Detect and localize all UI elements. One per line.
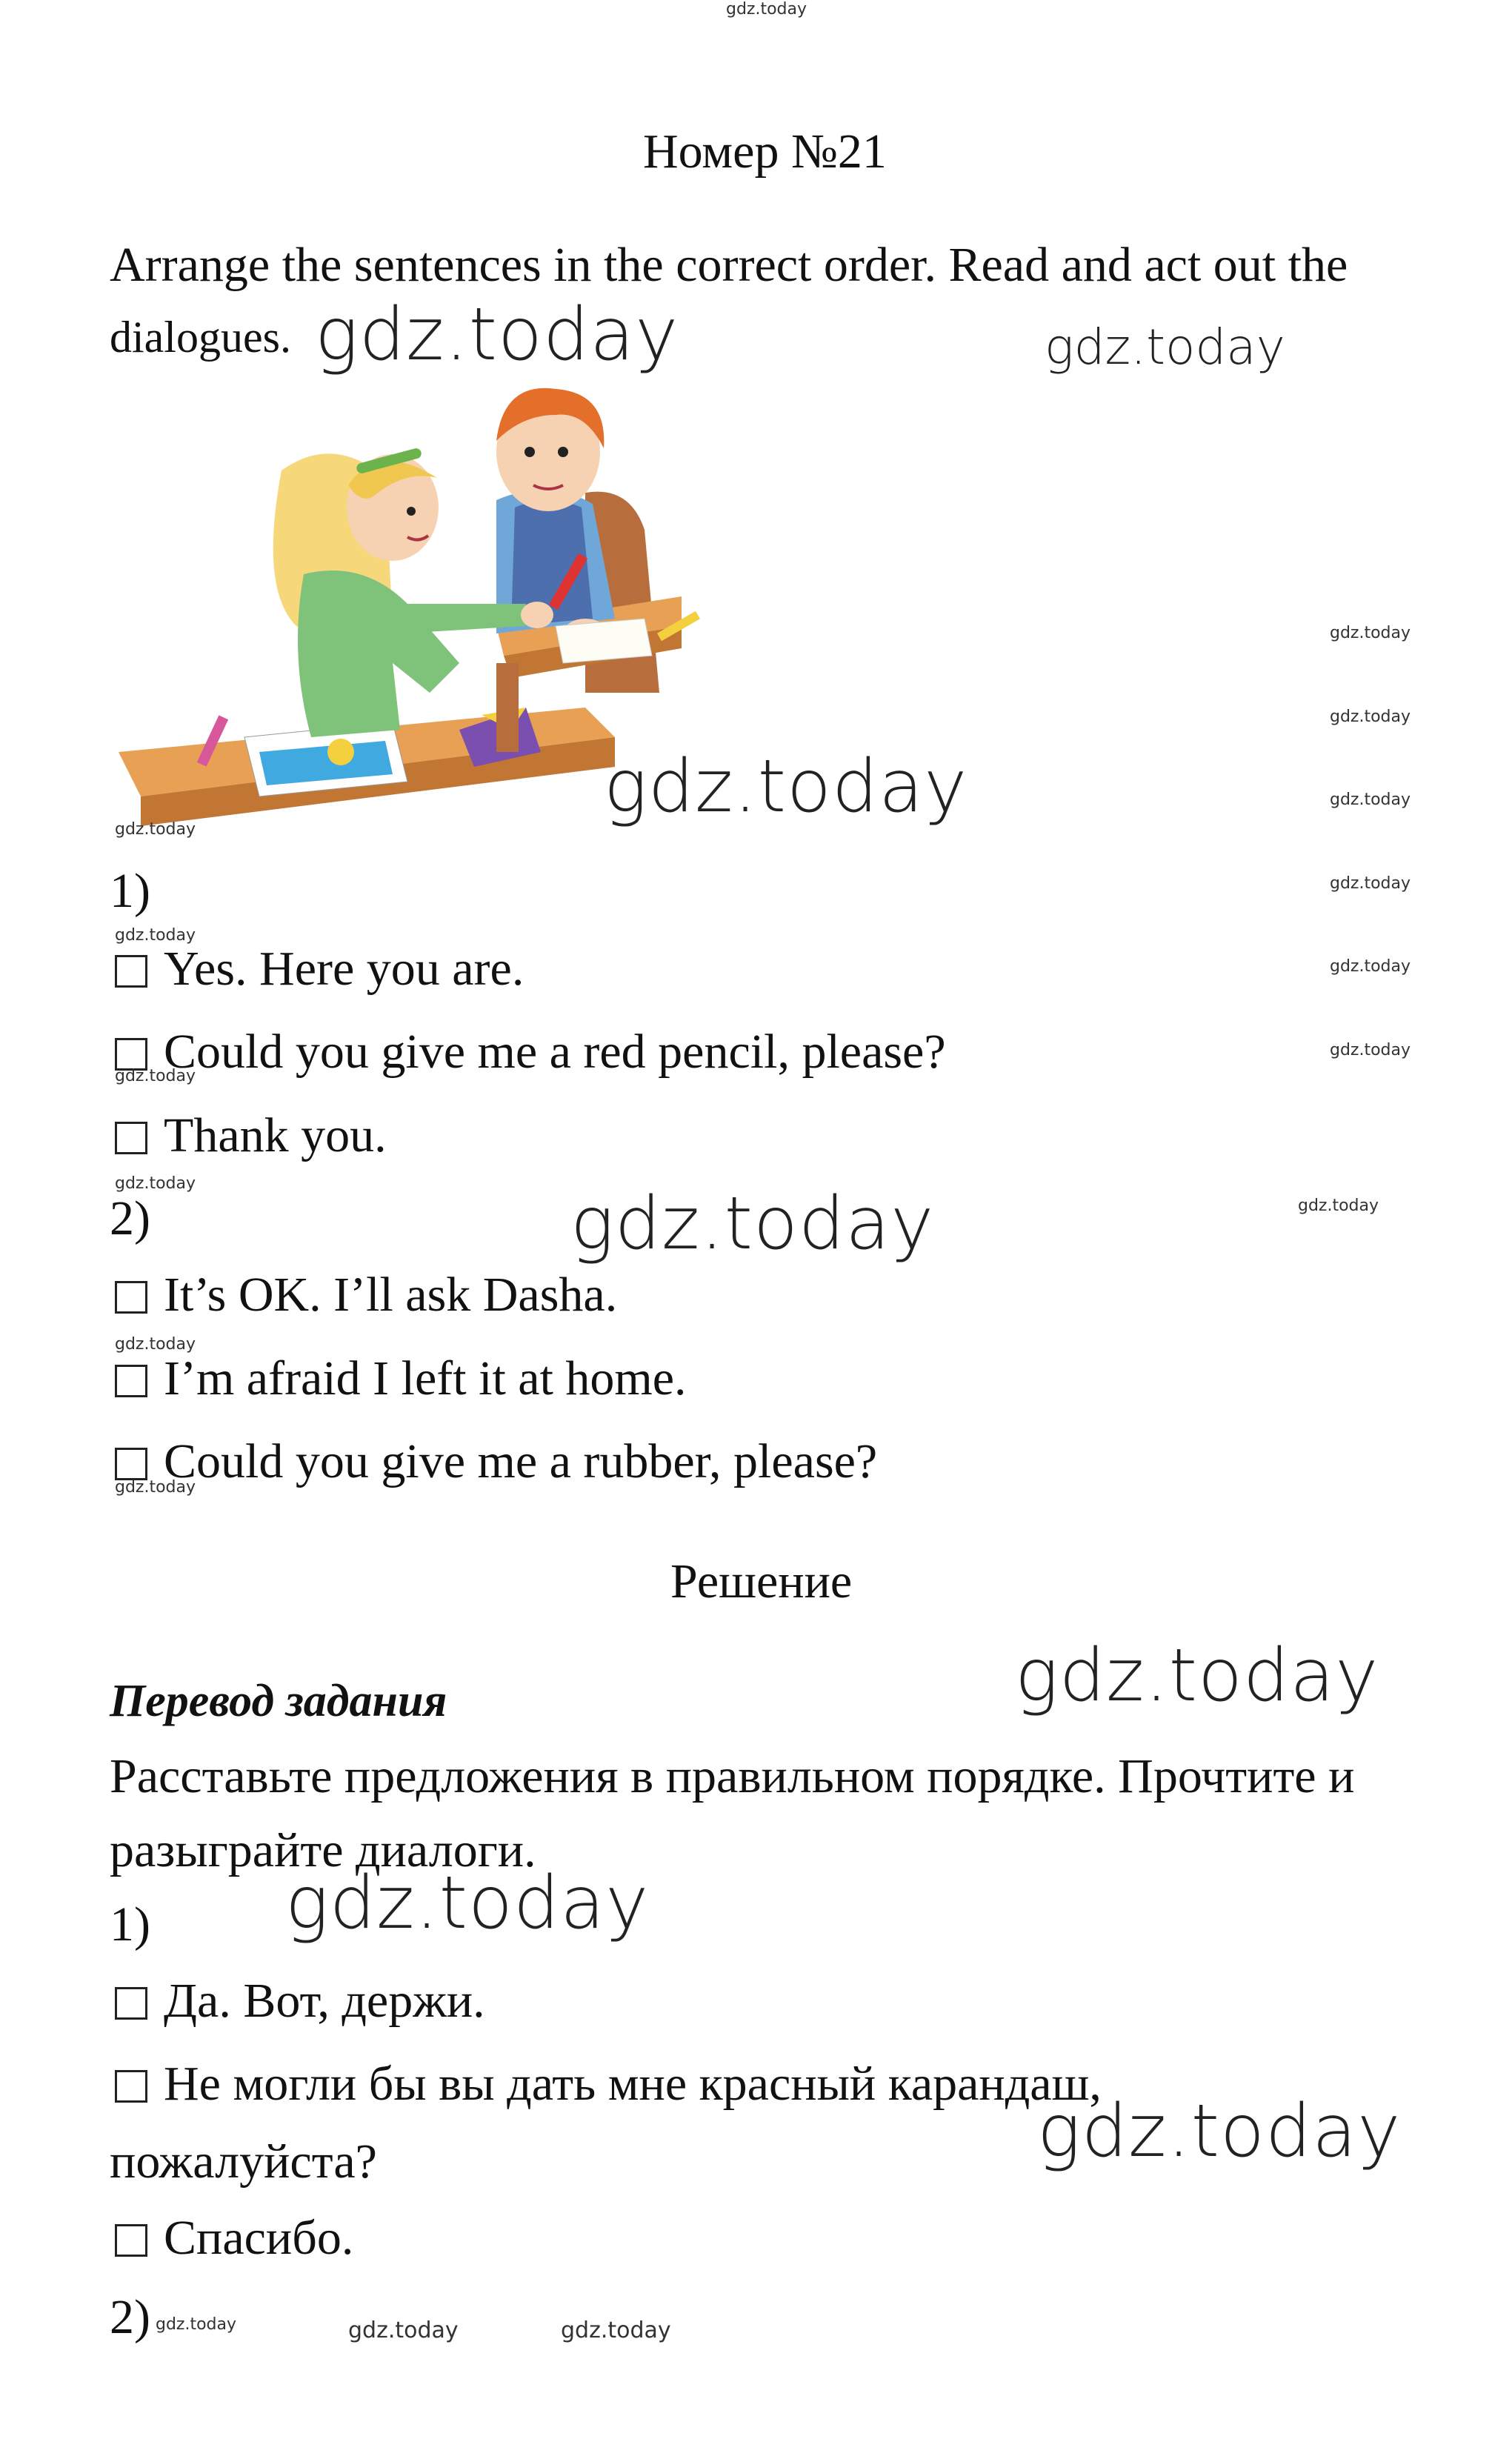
checkbox[interactable] (115, 955, 147, 988)
dialogue-2-item-1[interactable] (115, 1268, 618, 1322)
watermark-top: gdz.today (726, 0, 807, 19)
watermark: gdz.today (1045, 319, 1285, 376)
watermark: gdz.today (1037, 2089, 1402, 2174)
solution-item-2-continuation: пожалуйста? (110, 2134, 377, 2189)
watermark: gdz.today (1330, 791, 1411, 809)
watermark: gdz.today (285, 1861, 650, 1946)
watermark: gdz.today (1330, 708, 1411, 726)
watermark: gdz.today (1330, 957, 1411, 976)
checkbox[interactable] (115, 1365, 147, 1397)
checkbox[interactable] (115, 2224, 147, 2257)
checkbox[interactable] (115, 1038, 147, 1071)
instruction-line-1: Arrange the sentences in the correct order. Read and act out the (110, 238, 1348, 292)
dialogue-2-item-1-text: It’s OK. I’ll ask Dasha. (164, 1268, 618, 1322)
watermark: gdz.today (156, 2315, 237, 2334)
watermark: gdz.today (1330, 624, 1411, 642)
checkbox[interactable] (115, 1122, 147, 1154)
solution-item-1[interactable] (115, 1974, 485, 2028)
solution-item-2[interactable] (115, 2057, 1102, 2111)
watermark: gdz.today (561, 2317, 671, 2343)
watermark: gdz.today (1015, 1634, 1379, 1718)
dialogue-1-item-2-text: Could you give me a red pencil, please? (164, 1025, 946, 1079)
watermark: gdz.today (315, 293, 679, 377)
solution-item-2-text: Не могли бы вы дать мне красный карандаш, (164, 2057, 1102, 2111)
solution-dialogue-2-number: 2) (110, 2290, 150, 2344)
solution-heading: Решение (670, 1554, 853, 1608)
translation-line-1: Расставьте предложения в правильном порядке. Прочтите и (110, 1749, 1355, 1803)
watermark: gdz.today (348, 2317, 459, 2343)
watermark: gdz.today (115, 820, 196, 839)
dialogue-1-item-3[interactable] (115, 1108, 387, 1162)
checkbox[interactable] (115, 1281, 147, 1314)
watermark: gdz.today (1330, 874, 1411, 893)
dialogue-1-item-3-text: Thank you. (164, 1108, 387, 1162)
dialogue-2-number: 2) (110, 1191, 150, 1245)
watermark: gdz.today (115, 1478, 196, 1497)
page-title: Номер №21 (643, 124, 887, 179)
watermark: gdz.today (115, 1335, 196, 1354)
dialogue-2-item-3-text: Could you give me a rubber, please? (164, 1434, 878, 1488)
solution-dialogue-1-number: 1) (110, 1897, 150, 1951)
dialogue-2-item-2[interactable] (115, 1351, 687, 1405)
watermark: gdz.today (115, 926, 196, 945)
translation-line-2: разыграйте диалоги. (110, 1823, 536, 1877)
checkbox[interactable] (115, 1987, 147, 2020)
checkbox[interactable] (115, 2070, 147, 2103)
dialogue-1-item-1-text: Yes. Here you are. (164, 942, 524, 996)
solution-item-3-text: Спасибо. (164, 2211, 354, 2265)
watermark: gdz.today (1298, 1197, 1379, 1215)
solution-item-1-text: Да. Вот, держи. (164, 1974, 485, 2028)
watermark: gdz.today (115, 1067, 196, 1085)
dialogue-2-item-2-text: I’m afraid I left it at home. (164, 1351, 687, 1405)
watermark: gdz.today (604, 745, 968, 829)
dialogue-1-item-2[interactable] (115, 1025, 946, 1079)
watermark: gdz.today (115, 1174, 196, 1193)
checkbox[interactable] (115, 1448, 147, 1480)
dialogue-1-item-1[interactable] (115, 942, 524, 996)
watermark: gdz.today (1330, 1041, 1411, 1059)
dialogue-1-number: 1) (110, 864, 150, 918)
watermark: gdz.today (570, 1182, 935, 1266)
instruction-line-2: dialogues. (110, 313, 291, 362)
translation-heading: Перевод задания (110, 1676, 447, 1726)
solution-item-3[interactable] (115, 2211, 354, 2265)
